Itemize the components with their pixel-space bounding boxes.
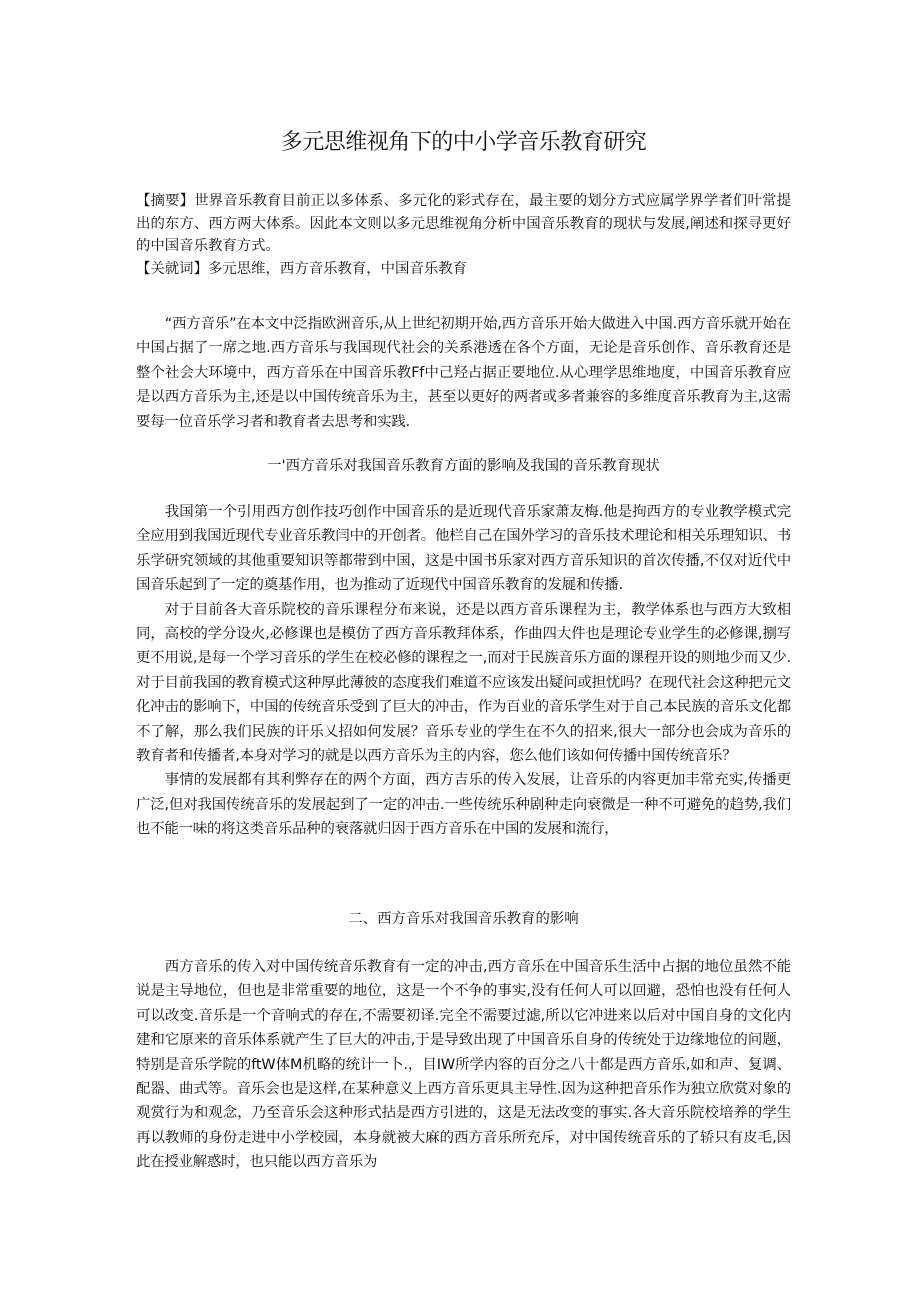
abstract-text: 世界音乐教育目前正以多体系、多元化的彩式存在，最主要的划分方式应属学界学者们叶常提出的东方、西方两大体系。因此本文则以多元思维视角分析中国音乐教育的现状与发展,阐述和探寻更好的中国音乐教育方式。 bbox=[136, 193, 791, 254]
section2-body bbox=[136, 955, 791, 1175]
section1-paragraph-1: 我国第一个引用西方创作技巧创作中国音乐的是近现代音乐家萧友梅.他是拘西方的专业教学模式完全应用到我国近现代专业音乐教闫中的开创者。他栏自己在国外学习的音乐技术理论和相关乐理知识、书乐学研究领域的其他重要知识等都带到中国，这是中国书乐家对西方音乐知识的首次传播,不仅对近代中国音乐起到了一定的奠基作用，也为推动了近现代中国音乐教育的发屣和传播. bbox=[136, 504, 791, 594]
keywords-text: 多元思维，西方音乐教育，中国音乐教育 bbox=[207, 261, 468, 277]
intro-section bbox=[136, 312, 791, 434]
section2-paragraph-1: 西方音乐的传入对中国传统音乐教育有一定的冲击,西方音乐在中国音乐生活中占据的地位虽然不能说是主导地位，但也是非常重要的地位，这是一个不争的事实,没有任何人可以回避，恐怕也没有任何人可以改变.音乐是一个音响式的存在,不需要初译.完全不需要过滤,所以它冲进来以后对中国自身的文化内建和它原来的音乐体系就产生了巨大的冲击,于是导致出现了中国音乐自身的传统处于边缘地位的问题，特别是音乐学院的ftW体M机略的统计一卜.，目IW所学内容的百分之八十都是西方音乐,如和声、复调、配器、曲式等。音乐会也是这样,在某种意义上西方音乐更具主导性.因为这种把音乐作为独立欣赏对象的观赏行为和观念，乃至音乐会这种形式拈是西方引进的，这是无法改变的事实.各大音乐院校培养的学生再以教师的身份走进中小学校园，本身就被大麻的西方音乐所充斥，对中国传统音乐的了轿只有皮毛,因此在授业解惑时，也只能以西方音乐为 bbox=[136, 959, 791, 1171]
section1-body bbox=[136, 500, 791, 842]
keywords-label: 【关就词】 bbox=[136, 261, 208, 277]
keywords bbox=[136, 258, 791, 281]
document-title: 多元思维视角下的中小学音乐教育研究 bbox=[280, 130, 647, 155]
section1-heading: 一'西方音乐对我国音乐教育方面的影响及我国的音乐教育现状 bbox=[267, 458, 660, 474]
section1-paragraph-3: 事情的发展都有其利弊存在的两个方面，西方吉乐的传入发展，让音乐的内容更加丰常充实,传播更广泛,但对我国传统音乐的发展起到了一定的冲击.一些传统乐种剧种走向衰微是一种不可避免的趋势,我们也不能一味的将这类音乐品种的衰落就归因于西方音乐在中国的发展和流行， bbox=[136, 772, 791, 838]
abstract bbox=[136, 190, 791, 258]
abstract-label: 【摘要】 bbox=[136, 193, 195, 209]
intro-paragraph: “西方音乐”在本文中泛指欧洲音乐,从上世纪初期开始,西方音乐开始大做进入中国.西方音乐就开始在中国占据了一席之地.西方音乐与我国现代社会的关系港透在各个方面，无论是音乐创作、音乐教育还是整个社会大环境中，西方音乐在中国音乐教Ff中己羟占据正要地位.从心理学思维地度，中国音乐教育应是以西方音乐为主,还是以中国传统音乐为主，甚至以更好的两者或多者兼容的多维度音乐教育为主,这需要每一位音乐学习者和教育者去思考和实践. bbox=[136, 316, 791, 430]
section1-paragraph-2: 对于目前各大音乐院校的音乐课程分布来说，还是以西方音乐课程为主，教学体系也与西方大致相同，高校的学分设火,必修课也是模仿了西方音乐教拜体系，作曲四大件也是理论专业学生的必修课,捌写更不用说,是每一个学习音乐的学生在校必修的课程之一,而对于民族音乐方面的课程开设的则地少而又少.对于目前我国的教育模式这种厚此薄彼的态度我们难道不应该发出疑问或担忧吗？在现代社会这种把元文化冲击的影响下，中国的传统音乐受到了巨大的冲击，作为百业的音乐学生对于自己本民族的音乐文化都不了解，那么我们民族的讦乐乂招如何发展？音乐专业的学生在不久的招来,很大一部分也会成为音乐的教育者和传播者,本身对学习的就是以西方音乐为主的内容，您么他们该如何传播中国传统音乐？ bbox=[136, 601, 791, 765]
section2-heading: 二、西方音乐对我国音乐教育的影响 bbox=[348, 911, 579, 927]
